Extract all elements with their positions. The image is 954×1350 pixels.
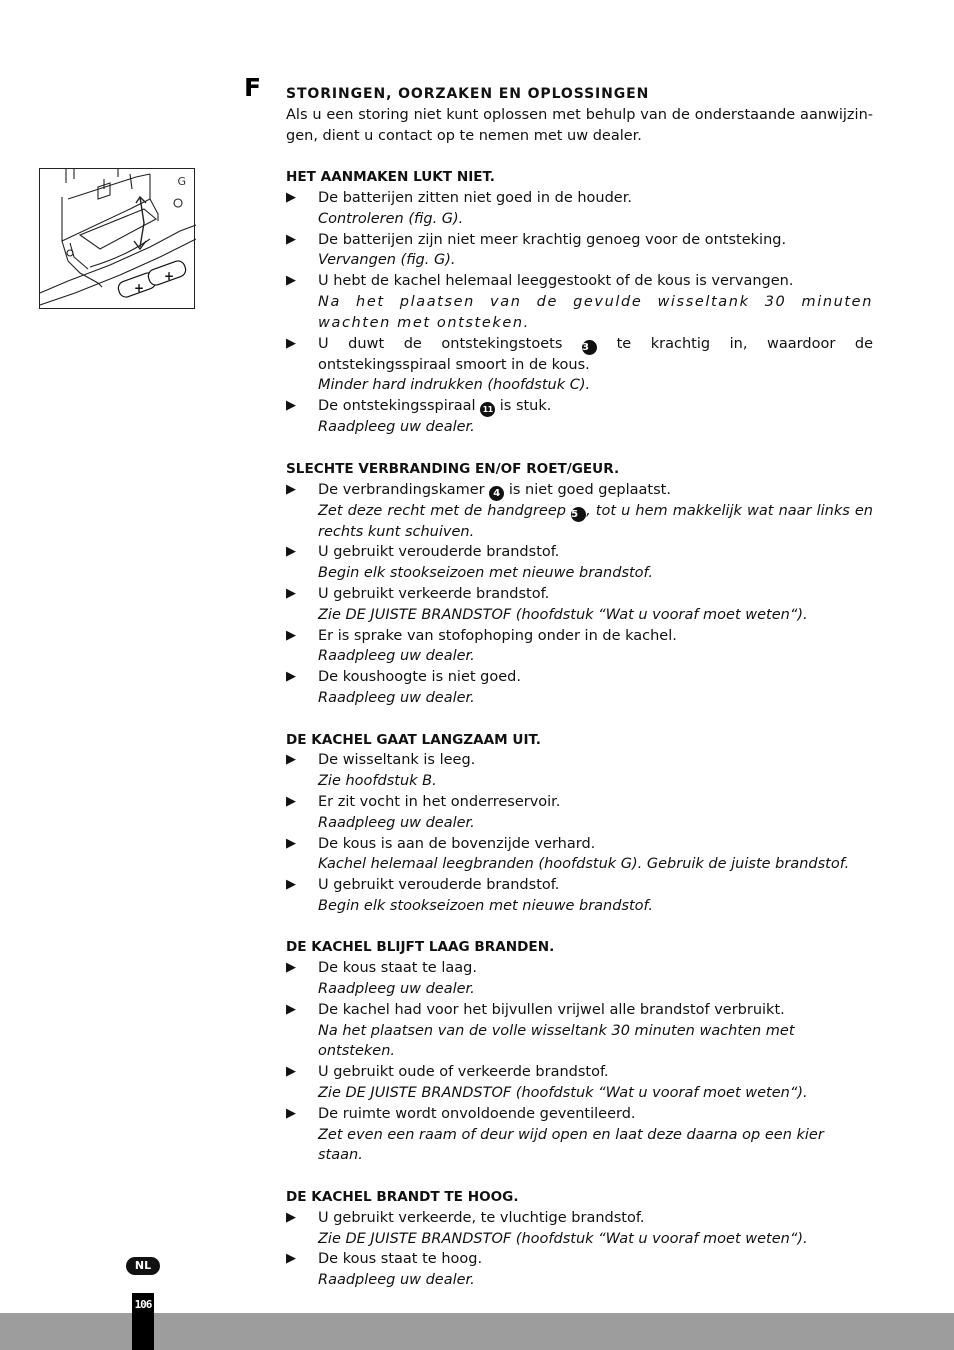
solution-text: Raadpleeg uw dealer. <box>318 689 475 706</box>
arrow-bullet-icon: ▶ <box>286 231 296 247</box>
part-number-badge: 4 <box>489 486 504 501</box>
list-item <box>286 334 873 397</box>
arrow-bullet-icon: ▶ <box>286 585 296 601</box>
cause-text: Er is sprake van stofophoping onder in de kachel. <box>318 627 677 644</box>
solution-text: Vervangen (fig. G). <box>318 252 456 269</box>
solution-text: Minder hard indrukken (hoofdstuk C). <box>318 377 591 394</box>
section-title: STORINGEN, OORZAKEN EN OPLOSSINGEN <box>286 86 650 102</box>
list-item <box>286 542 873 584</box>
cause-text: U hebt de kachel helemaal leeggestookt of de kous is vervangen. <box>318 273 794 290</box>
cause-text: De batterijen zijn niet meer krachtig genoeg voor de ontsteking. <box>318 231 787 248</box>
cause-text: De verbrandingskamer 4 is niet goed geplaatst. <box>318 481 671 499</box>
solution-text: Na het plaatsen van de volle wisseltank 30 minuten wachten met ontsteken. <box>318 1022 795 1060</box>
troubleshooting-content <box>286 84 873 1291</box>
cause-text: U gebruikt verouderde brandstof. <box>318 877 560 894</box>
language-badge: NL <box>126 1257 160 1275</box>
solution-text: Raadpleeg uw dealer. <box>318 648 475 665</box>
cause-text: De koushoogte is niet goed. <box>318 669 521 686</box>
cause-text: De kous staat te laag. <box>318 960 477 977</box>
cause-text: Er zit vocht in het onderreservoir. <box>318 793 561 810</box>
solution-text: Raadpleeg uw dealer. <box>318 419 475 436</box>
arrow-bullet-icon: ▶ <box>286 1105 296 1121</box>
cause-text: U gebruikt verkeerde brandstof. <box>318 585 550 602</box>
cause-text: U gebruikt verouderde brandstof. <box>318 544 560 561</box>
cause-text: De batterijen zitten niet goed in de houder. <box>318 189 632 206</box>
arrow-bullet-icon: ▶ <box>286 752 296 768</box>
list-item <box>286 958 873 1000</box>
list-item <box>286 188 873 230</box>
arrow-bullet-icon: ▶ <box>286 398 296 414</box>
solution-text: Zet even een raam of deur wijd open en laat deze daarna op een kier staan. <box>318 1126 824 1164</box>
block-high-burning <box>286 1187 873 1291</box>
arrow-bullet-icon: ▶ <box>286 189 296 205</box>
block-low-burning <box>286 937 873 1166</box>
block-title: HET AANMAKEN LUKT NIET. <box>286 169 495 186</box>
list-item <box>286 1104 873 1166</box>
solution-text: Begin elk stookseizoen met nieuwe brandstof. <box>318 565 654 582</box>
arrow-bullet-icon: ▶ <box>286 793 296 809</box>
arrow-bullet-icon: ▶ <box>286 877 296 893</box>
cause-text: De ontstekingsspiraal 11 is stuk. <box>318 396 873 417</box>
solution-text: Raadpleeg uw dealer. <box>318 1272 475 1289</box>
list-item <box>286 1208 873 1250</box>
solution-text: Na het plaatsen van de gevulde wisseltank 30 minuten wachten met ontsteken. <box>318 293 873 331</box>
solution-text: Raadpleeg uw dealer. <box>318 981 475 998</box>
block-heater-goes-out <box>286 730 873 917</box>
block-title: SLECHTE VERBRANDING EN/OF ROET/GEUR. <box>286 460 620 477</box>
solution-text: Controleren (fig. G). <box>318 210 464 227</box>
list-item <box>286 1249 873 1291</box>
solution-text: Zie hoofdstuk B. <box>318 773 437 790</box>
svg-text:+: + <box>164 269 175 283</box>
solution-text: Kachel helemaal leegbranden (hoofdstuk G). Gebruik de juiste brandstof. <box>318 856 850 873</box>
section-letter: F <box>244 73 262 102</box>
solution-text: Raadpleeg uw dealer. <box>318 814 475 831</box>
arrow-bullet-icon: ▶ <box>286 544 296 560</box>
cause-text: De kous is aan de bovenzijde verhard. <box>318 835 596 852</box>
cause-text: U gebruikt oude of verkeerde brandstof. <box>318 1064 609 1081</box>
block-title: DE KACHEL BLIJFT LAAG BRANDEN. <box>286 939 555 956</box>
list-item <box>286 834 873 876</box>
heater-compartment-icon <box>40 169 196 310</box>
list-item <box>286 626 873 668</box>
figure-g <box>39 168 195 309</box>
list-item <box>286 480 873 543</box>
section-intro: Als u een storing niet kunt oplossen met behulp van de onderstaande aanwijzin- gen, dient u contact op te nemen met uw dealer. <box>286 106 873 144</box>
page-number: 106 <box>134 1298 152 1311</box>
solution-text: Zie DE JUISTE BRANDSTOF (hoofdstuk “Wat u vooraf moet weten“). <box>318 1085 808 1102</box>
block-title: DE KACHEL BRANDT TE HOOG. <box>286 1189 519 1206</box>
list-item <box>286 875 873 917</box>
list-item <box>286 667 873 709</box>
arrow-bullet-icon: ▶ <box>286 960 296 976</box>
list-item <box>286 230 873 272</box>
solution-text: Begin elk stookseizoen met nieuwe brandstof. <box>318 897 654 914</box>
cause-text: De wisseltank is leeg. <box>318 752 476 769</box>
part-number-badge: 11 <box>480 402 495 417</box>
battery-icon <box>116 259 187 299</box>
solution-text: Zie DE JUISTE BRANDSTOF (hoofdstuk “Wat u vooraf moet weten“). <box>318 1230 808 1247</box>
list-item <box>286 271 873 333</box>
arrow-bullet-icon: ▶ <box>286 669 296 685</box>
cause-text: De kous staat te hoog. <box>318 1251 483 1268</box>
arrow-bullet-icon: ▶ <box>286 1001 296 1017</box>
arrow-bullet-icon: ▶ <box>286 1209 296 1225</box>
figure-label: G <box>177 175 186 188</box>
list-item <box>286 584 873 626</box>
svg-text:+: + <box>134 281 145 295</box>
arrow-bullet-icon: ▶ <box>286 835 296 851</box>
solution-text: Zet deze recht met de handgreep 5 , tot u hem makkelijk wat naar links en rechts kunt schuiven. <box>318 502 873 540</box>
arrow-bullet-icon: ▶ <box>286 335 296 351</box>
list-item <box>286 792 873 834</box>
arrow-bullet-icon: ▶ <box>286 273 296 289</box>
cause-text: U duwt de ontstekingstoets 3 te krachtig in, waardoor de ontstekingsspiraal smoort in de kous. <box>318 335 873 373</box>
solution-text: Zie DE JUISTE BRANDSTOF (hoofdstuk “Wat u vooraf moet weten“). <box>318 606 808 623</box>
arrow-bullet-icon: ▶ <box>286 1064 296 1080</box>
cause-text: De ruimte wordt onvoldoende geventileerd. <box>318 1105 636 1122</box>
arrow-bullet-icon: ▶ <box>286 1251 296 1267</box>
list-item <box>286 750 873 792</box>
part-number-badge: 3 <box>582 340 597 355</box>
list-item <box>286 396 873 438</box>
part-number-badge: 5 <box>571 507 586 522</box>
list-item <box>286 1062 873 1104</box>
list-item <box>286 1000 873 1062</box>
arrow-bullet-icon: ▶ <box>286 481 296 497</box>
cause-text: U gebruikt verkeerde, te vluchtige brandstof. <box>318 1209 645 1226</box>
cause-text: De kachel had voor het bijvullen vrijwel alle brandstof verbruikt. <box>318 1001 785 1018</box>
block-bad-combustion <box>286 459 873 709</box>
arrow-bullet-icon: ▶ <box>286 627 296 643</box>
block-ignition-fails <box>286 167 873 438</box>
block-title: DE KACHEL GAAT LANGZAAM UIT. <box>286 731 541 748</box>
